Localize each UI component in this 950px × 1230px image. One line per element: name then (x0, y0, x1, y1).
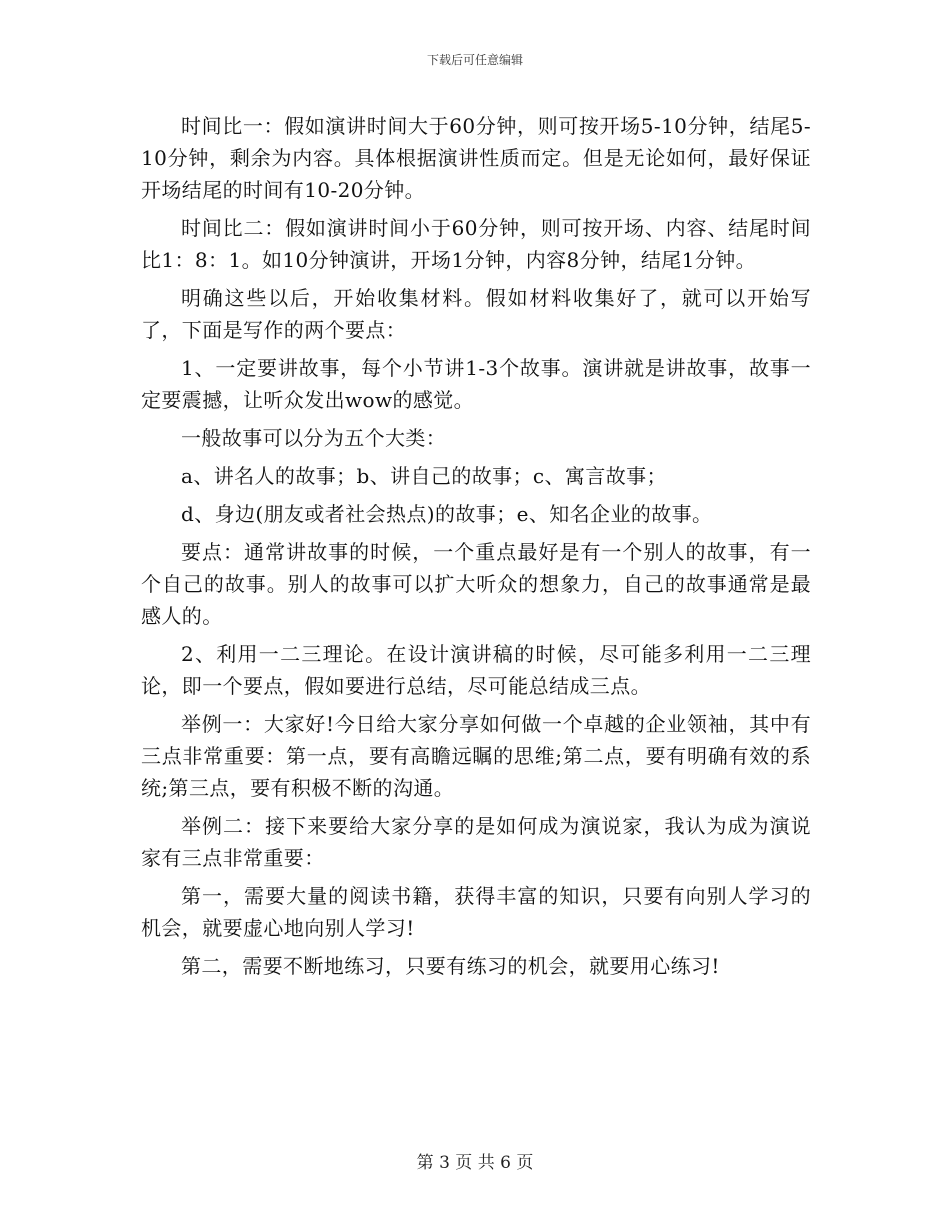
paragraph-example-one: 举例一：大家好!今日给大家分享如何做一个卓越的企业领袖，其中有三点非常重要：第一点，要有高瞻远瞩的思维;第二点，要有明确有效的系统;第三点，要有积极不断的沟通。 (141, 712, 811, 800)
paragraph-first-reading: 第一，需要大量的阅读书籍，获得丰富的知识，只要有向别人学习的机会，就要虚心地向别人学习! (141, 884, 811, 940)
paragraph-time-ratio-two: 时间比二：假如演讲时间小于60分钟，则可按开场、内容、结尾时间比1：8：1。如10分钟演讲，开场1分钟，内容8分钟，结尾1分钟。 (141, 216, 811, 272)
paragraph-collect-materials: 明确这些以后，开始收集材料。假如材料收集好了，就可以开始写了，下面是写作的两个要点： (141, 286, 811, 342)
paragraph-point-one-stories: 1、一定要讲故事，每个小节讲1-3个故事。演讲就是讲故事，故事一定要震撼，让听众发出wow的感觉。 (141, 356, 811, 412)
paragraph-example-two: 举例二：接下来要给大家分享的是如何成为演说家，我认为成为演说家有三点非常重要： (141, 814, 811, 870)
paragraph-story-key-point: 要点：通常讲故事的时候，一个重点最好是有一个别人的故事，有一个自己的故事。别人的故事可以扩大听众的想象力，自己的故事通常是最感人的。 (141, 540, 811, 628)
document-body (141, 110, 811, 988)
paragraph-categories-de: d、身边(朋友或者社会热点)的故事；e、知名企业的故事。 (181, 502, 713, 526)
page-number: 第 3 页 共 6 页 (416, 1153, 534, 1173)
page-header: 下载后可任意编辑 (426, 53, 523, 67)
paragraph-second-practice: 第二，需要不断地练习，只要有练习的机会，就要用心练习! (181, 954, 720, 978)
paragraph-point-two-theory: 2、利用一二三理论。在设计演讲稿的时候，尽可能多利用一二三理论，即一个要点，假如要进行总结，尽可能总结成三点。 (141, 642, 811, 698)
paragraph-story-categories: 一般故事可以分为五个大类： (181, 426, 447, 450)
paragraph-time-ratio-one: 时间比一：假如演讲时间大于60分钟，则可按开场5-10分钟，结尾5-10分钟，剩余为内容。具体根据演讲性质而定。但是无论如何，最好保证开场结尾的时间有10-20分钟。 (141, 114, 811, 202)
paragraph-categories-abc: a、讲名人的故事；b、讲自己的故事；c、寓言故事； (181, 464, 667, 488)
